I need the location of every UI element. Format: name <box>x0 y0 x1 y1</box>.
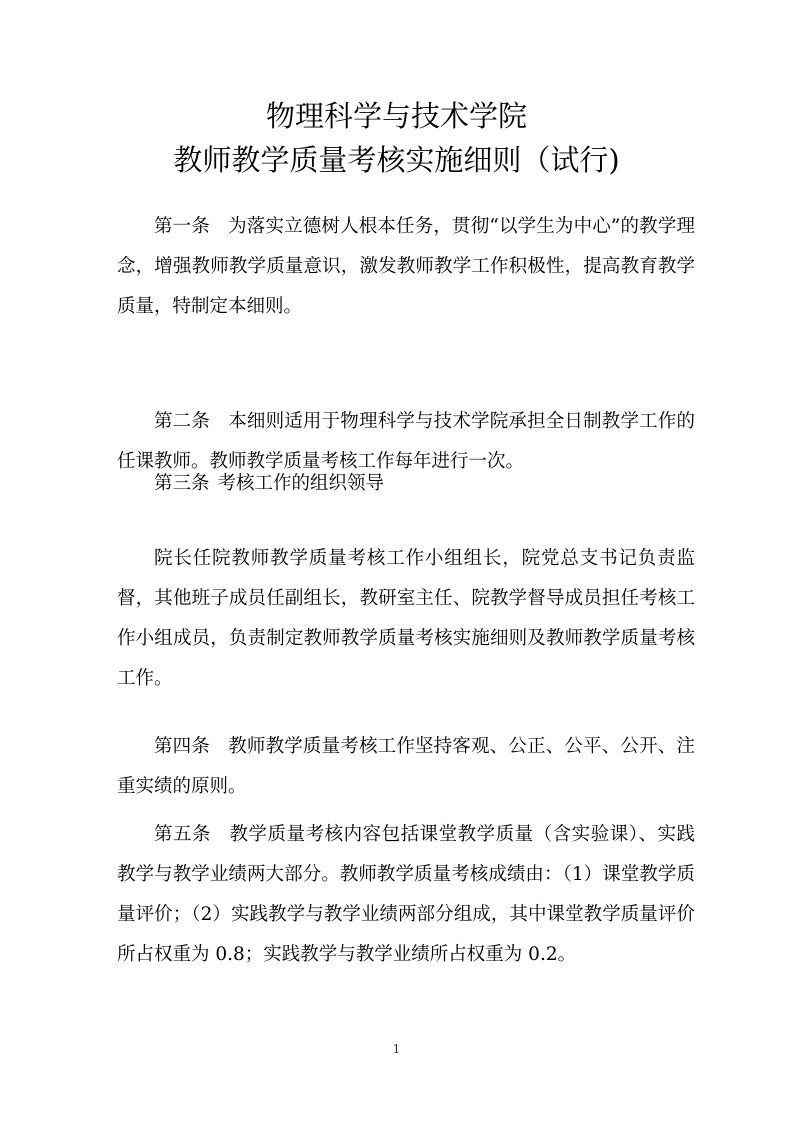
article-3-body <box>117 539 695 699</box>
article-text: 教学质量考核内容包括课堂教学质量（含实验课）、实践教学与教学业绩两大部分。教师教学质量考核成绩由：（1）课堂教学质量评价；（2）实践教学与教学业绩两部分组成，其中课堂教学质量评价所占权重为 0.8；实践教学与教学业绩所占权重为 0.2。 <box>117 824 695 965</box>
article-3 <box>117 464 695 504</box>
article-label: 第二条 <box>154 411 211 432</box>
document-title-line2: 教师教学质量考核实施细则（试行) <box>173 143 620 177</box>
article-label: 第四条 <box>154 736 211 757</box>
page-number: 1 <box>392 1042 401 1056</box>
article-text: 考核工作的组织领导 <box>217 473 385 494</box>
article-1 <box>117 207 695 327</box>
article-text: 本细则适用于物理科学与技术学院承担全日制教学工作的任课教师。教师教学质量考核工作每年进行一次。 <box>117 411 695 472</box>
document-title-line1: 物理科学与技术学院 <box>265 99 527 133</box>
article-label: 第五条 <box>154 824 212 845</box>
article-label: 第一条 <box>154 216 210 237</box>
article-4 <box>117 727 695 807</box>
article-text: 教师教学质量考核工作坚持客观、公正、公平、公开、注重实绩的原则。 <box>117 736 695 797</box>
article-text: 为落实立德树人根本任务，贯彻“以学生为中心”的教学理念，增强教师教学质量意识，激发教师教学工作积极性，提高教育教学质量，特制定本细则。 <box>117 216 695 317</box>
article-text: 院长任院教师教学质量考核工作小组组长，院党总支书记负责监督，其他班子成员任副组长，教研室主任、院教学督导成员担任考核工作小组成员，负责制定教师教学质量考核实施细则及教师教学质量考核工作。 <box>117 548 695 689</box>
article-5 <box>117 815 695 975</box>
article-label: 第三条 <box>154 473 210 494</box>
